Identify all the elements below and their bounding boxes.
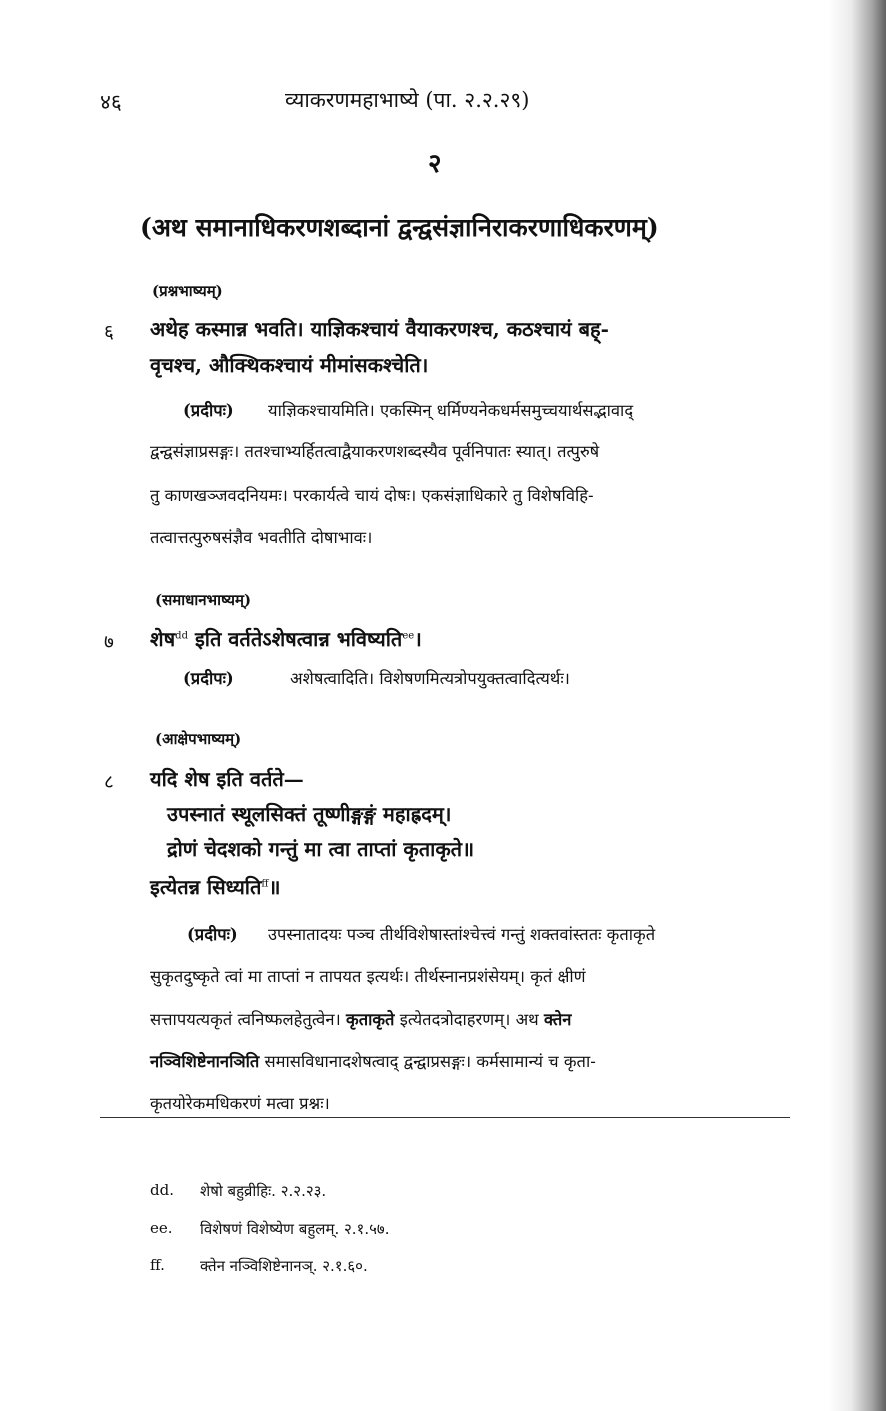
verse-line-2: द्रोणं चेदशको गन्तुं मा त्वा ताप्तां कृताकृते॥ bbox=[167, 837, 475, 861]
bhashya-6-line-1: अथेह कस्मान्न भवति। याज्ञिकश्चायं वैयाकरणश्च, कठश्चायं बह्- bbox=[150, 317, 609, 341]
pradipa-6-line-4: तत्वात्तत्पुरुषसंज्ञैव भवतीति दोषाभावः। bbox=[150, 528, 373, 547]
page-edge-shadow bbox=[828, 0, 886, 1411]
label-samadhana-bhashya: (समाधानभाष्यम्) bbox=[155, 591, 252, 609]
verse-line-1: उपस्नातं स्थूलसिक्तं तूष्णीङ्गङ्गं महाह्रदम्। bbox=[167, 802, 452, 826]
footnote-ee-text: विशेषणं विशेष्येण बहुलम्. २.१.५७. bbox=[200, 1220, 390, 1238]
footnote-ff-mark: ff. bbox=[150, 1256, 165, 1274]
paragraph-number-8: ८ bbox=[104, 771, 114, 793]
bhashya-7-line-1: शेष$^{dd}$ इति वर्ततेऽशेषत्वान्न भविष्यति$^{ee}$। bbox=[150, 627, 422, 651]
footnote-ref-dd: dd bbox=[175, 630, 188, 642]
pradipa-8-line-1: उपस्नातादयः पञ्च तीर्थविशेषास्तांश्चेत्त्वं गन्तुं शक्तवांस्ततः कृताकृते bbox=[268, 925, 656, 944]
footnote-ee-mark: ee. bbox=[150, 1219, 173, 1237]
footnote-ref-ff: ff bbox=[261, 878, 269, 890]
pradipa-8-line-4: नञ्विशिष्टेनानञिति समासविधानादशेषत्वाद् द्वन्द्वाप्रसङ्गः। कर्मसामान्यं च कृता- bbox=[150, 1052, 596, 1071]
footnote-ff-text: क्तेन नञ्विशिष्टेनानञ्. २.१.६०. bbox=[200, 1257, 368, 1275]
pradipa-8-line-2: सुकृतदुष्कृते त्वां मा ताप्तां न तापयत इत्यर्थः। तीर्थस्नानप्रशंसेयम्। कृतं क्षीणं bbox=[150, 967, 586, 986]
pradipa-8-line-3: सत्तापयत्यकृतं त्वनिष्फलहेतुत्वेन। कृताकृते इत्येतदत्रोदाहरणम्। अथ क्तेन bbox=[150, 1010, 572, 1029]
section-number: २ bbox=[428, 149, 442, 179]
pradipa-label-8: (प्रदीपः) bbox=[187, 925, 238, 944]
pradipa-label-6: (प्रदीपः) bbox=[183, 401, 234, 420]
paragraph-number-7: ७ bbox=[104, 631, 114, 653]
footnote-divider bbox=[100, 1117, 790, 1118]
pradipa-6-line-2: द्वन्द्वसंज्ञाप्रसङ्गः। ततश्चाभ्यर्हितत्वाद्वैयाकरणशब्दस्यैव पूर्वनिपातः स्यात्। तत्पुरुषे bbox=[150, 442, 600, 461]
bhashya-6-line-2: वृचश्च, औक्थिकश्चायं मीमांसकश्चेति। bbox=[150, 353, 429, 377]
paragraph-number-6: ६ bbox=[104, 321, 114, 343]
running-head: व्याकरणमहाभाष्ये (पा. २.२.२९) bbox=[285, 88, 530, 112]
page-number: ४६ bbox=[100, 90, 122, 114]
pradipa-label-7: (प्रदीपः) bbox=[183, 669, 234, 688]
footnote-ref-ee: ee bbox=[402, 630, 415, 642]
footnote-dd-mark: dd. bbox=[150, 1181, 174, 1199]
footnote-dd-text: शेषो बहुव्रीहिः. २.२.२३. bbox=[200, 1182, 327, 1200]
label-prashna-bhashya: (प्रश्नभाष्यम्) bbox=[152, 282, 223, 300]
label-akshepa-bhashya: (आक्षेपभाष्यम्) bbox=[155, 730, 242, 748]
pradipa-6-line-1: याज्ञिकश्चायमिति। एकस्मिन् धर्मिण्यनेकधर्मसमुच्चयार्थसद्भावाद् bbox=[268, 401, 634, 420]
bhashya-8-line-4: इत्येतन्न सिध्यति$^{ff}$॥ bbox=[150, 875, 281, 899]
pradipa-8-line-5: कृतयोरेकमधिकरणं मत्वा प्रश्नः। bbox=[150, 1094, 330, 1113]
section-title: (अथ समानाधिकरणशब्दानां द्वन्द्वसंज्ञानिराकरणाधिकरणम्) bbox=[140, 213, 659, 242]
pradipa-7-line-1: अशेषत्वादिति। विशेषणमित्यत्रोपयुक्तत्वादित्यर्थः। bbox=[290, 669, 570, 688]
bhashya-8-line-1: यदि शेष इति वर्तते— bbox=[150, 767, 304, 791]
pradipa-6-line-3: तु काणखञ्जवदनियमः। परकार्यत्वे चायं दोषः। एकसंज्ञाधिकारे तु विशेषविहि- bbox=[150, 486, 594, 505]
